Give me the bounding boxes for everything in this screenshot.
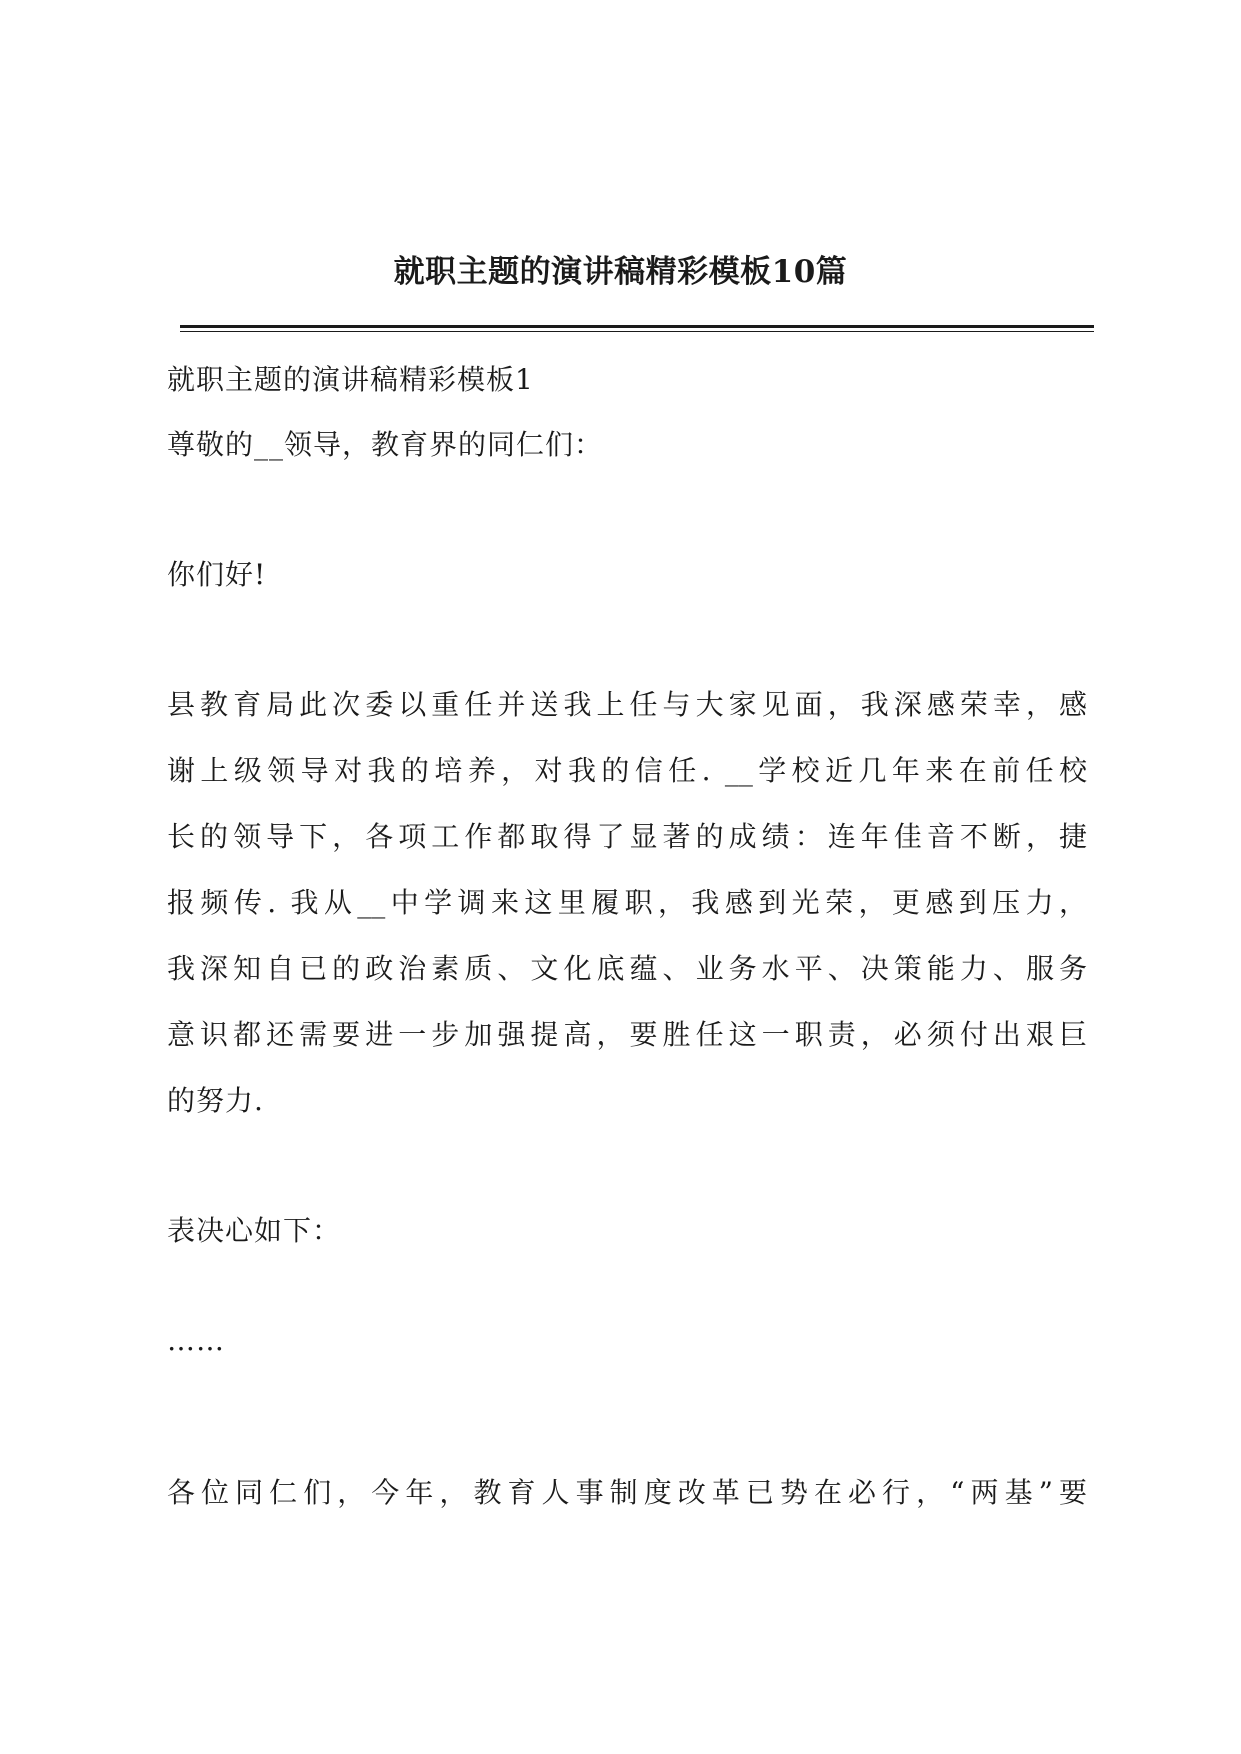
paragraph-line: 长的领导下，各项工作都取得了显著的成绩：连年佳音不断，捷 — [167, 820, 1087, 853]
paragraph-line: 县教育局此次委以重任并送我上任与大家见面，我深感荣幸，感 — [167, 688, 1087, 721]
paragraph-line: 的努力. — [167, 1084, 264, 1117]
title-divider-thick — [180, 325, 1094, 328]
ellipsis: …… — [167, 1324, 225, 1357]
paragraph-line: 报频传. 我从__中学调来这里履职，我感到光荣，更感到压力， — [167, 886, 1087, 919]
greeting: 你们好! — [167, 558, 267, 591]
paragraph-line: 意识都还需要进一步加强提高，要胜任这一职责，必须付出艰巨 — [167, 1018, 1087, 1051]
title-divider-thin — [180, 331, 1094, 332]
paragraph-line: 谢上级领导对我的培养，对我的信任. __学校近几年来在前任校 — [167, 754, 1087, 787]
section-heading: 就职主题的演讲稿精彩模板1 — [167, 363, 534, 396]
document-title: 就职主题的演讲稿精彩模板10篇 — [393, 254, 848, 290]
paragraph-line: 我深知自已的政治素质、文化底蕴、业务水平、决策能力、服务 — [167, 952, 1087, 985]
resolution-intro: 表决心如下： — [167, 1214, 342, 1247]
paragraph-line: 各位同仁们，今年，教育人事制度改革已势在必行，“两基”要 — [167, 1476, 1087, 1509]
salutation: 尊敬的__领导，教育界的同仁们： — [167, 428, 604, 461]
